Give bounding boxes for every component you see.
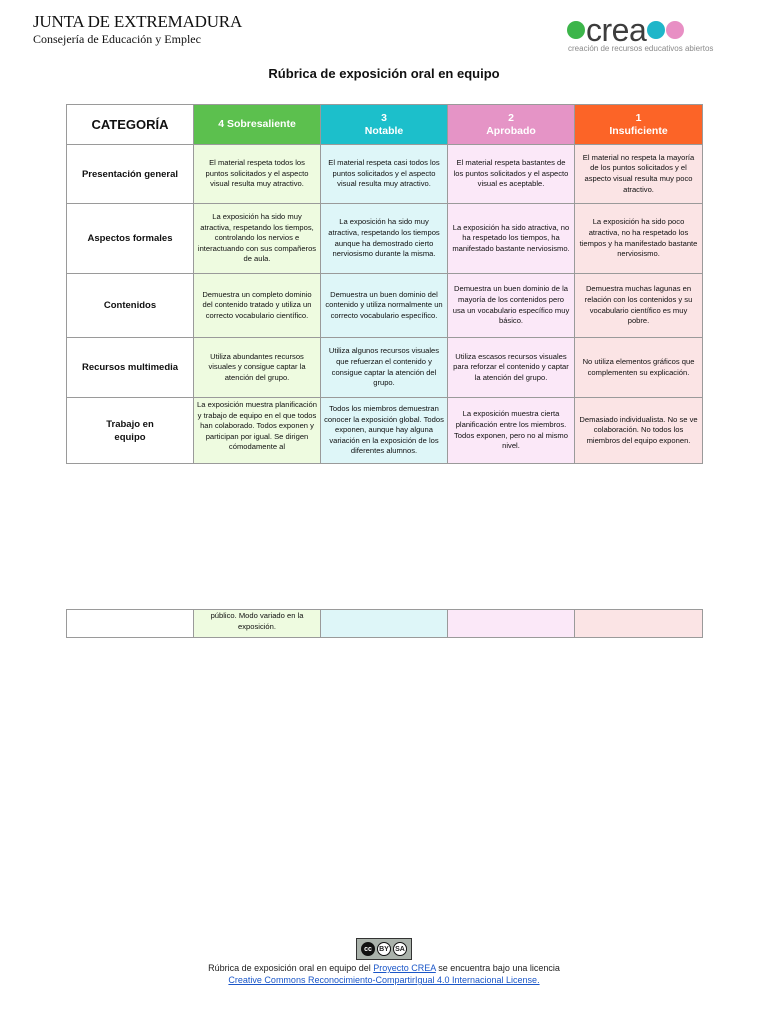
level-header-2: 2 Aprobado xyxy=(448,105,575,145)
category-header: CATEGORÍA xyxy=(67,105,194,145)
criterion-cell: Demuestra un buen dominio del contenido y utiliza normalmente un correcto vocabulario específico. xyxy=(321,274,448,338)
criterion-cell: Utiliza abundantes recursos visuales y consigue captar la atención del grupo. xyxy=(194,338,321,398)
criterion-cell: La exposición ha sido muy atractiva, respetando los tiempos, controlando los nervios e interactuando con sus compañeros de aula. xyxy=(194,204,321,274)
criterion-cell: El material respeta casi todos los puntos solicitados y el aspecto visual resulta muy atractivo. xyxy=(321,145,448,204)
cc-icon: cc xyxy=(361,942,375,956)
org-subtitle: Consejería de Educación y Emplec xyxy=(33,32,201,46)
license-text-before: Rúbrica de exposición oral en equipo del xyxy=(208,963,374,973)
criterion-cell: Demuestra un completo dominio del contenido tratado y utiliza un correcto vocabulario científico. xyxy=(194,274,321,338)
logo-wordmark: crea xyxy=(586,12,647,48)
criterion-cell: La exposición ha sido poco atractiva, no ha respetado los tiempos y ha manifestado bastante nerviosismo. xyxy=(575,204,703,274)
license-statement xyxy=(0,962,768,974)
criterion-cell: La exposición muestra planificación y trabajo de equipo en el que todos han colaborado. Todos exponen y participan por igual. Se dirigen cómodamente al xyxy=(194,398,321,464)
criterion-cell xyxy=(575,610,703,638)
logo-cyan-dot xyxy=(647,21,665,39)
category-cell: Aspectos formales xyxy=(67,204,194,274)
table-row xyxy=(67,145,703,204)
license-footer xyxy=(0,938,768,986)
category-cell: Recursos multimedia xyxy=(67,338,194,398)
table-row xyxy=(67,338,703,398)
criterion-cell: Demuestra muchas lagunas en relación con los contenidos y su vocabulario científico es muy pobre. xyxy=(575,274,703,338)
criterion-cell: Demasiado individualista. No se ve colaboración. No todos los miembros del equipo exponen. xyxy=(575,398,703,464)
criterion-cell xyxy=(321,610,448,638)
category-cell xyxy=(67,610,194,638)
criterion-cell: público. Modo variado en la exposición. xyxy=(194,610,321,638)
logo-green-dot xyxy=(567,21,585,39)
document-title: Rúbrica de exposición oral en equipo xyxy=(268,66,500,81)
criterion-cell: El material respeta bastantes de los puntos solicitados y el aspecto visual es aceptable. xyxy=(448,145,575,204)
category-cell: Trabajo en equipo xyxy=(67,398,194,464)
level-header-3: 3 Notable xyxy=(321,105,448,145)
org-title: JUNTA DE EXTREMADURA xyxy=(33,12,243,31)
category-cell: Contenidos xyxy=(67,274,194,338)
criterion-cell xyxy=(448,610,575,638)
criterion-cell: Todos los miembros demuestran conocer la exposición global. Todos exponen, aunque hay alguna variación en la exposición de los diferentes alumnos. xyxy=(321,398,448,464)
level-header-1: 1 Insuficiente xyxy=(575,105,703,145)
org-header xyxy=(33,12,242,47)
license-link[interactable]: Creative Commons Reconocimiento-CompartirIgual 4.0 Internacional License. xyxy=(228,975,540,985)
criterion-cell: Utiliza algunos recursos visuales que refuerzan el contenido y consigue captar la atención del grupo. xyxy=(321,338,448,398)
criterion-cell: No utiliza elementos gráficos que complementen su explicación. xyxy=(575,338,703,398)
criterion-cell: Demuestra un buen dominio de la mayoría de los contenidos pero usa un vocabulario específico muy básico. xyxy=(448,274,575,338)
rubric-header-row xyxy=(67,105,703,145)
share-alike-icon: SA xyxy=(393,942,407,956)
criterion-cell: La exposición ha sido atractiva, no ha respetado los tiempos, ha manifestado bastante nerviosismo. xyxy=(448,204,575,274)
cc-license-badge[interactable] xyxy=(356,938,412,960)
criterion-cell: La exposición ha sido muy atractiva, respetando los tiempos aunque ha demostrado cierto nerviosismo durante la misma. xyxy=(321,204,448,274)
project-crea-link[interactable]: Proyecto CREA xyxy=(373,963,436,973)
logo-tagline: creación de recursos educativos abiertos xyxy=(568,44,714,53)
license-text-after: se encuentra bajo una licencia xyxy=(435,963,560,973)
criterion-cell: El material respeta todos los puntos solicitados y el aspecto visual resulta muy atractivo. xyxy=(194,145,321,204)
table-row xyxy=(67,274,703,338)
category-cell: Presentación general xyxy=(67,145,194,204)
criterion-cell: Utiliza escasos recursos visuales para reforzar el contenido y captar la atención del grupo. xyxy=(448,338,575,398)
table-row xyxy=(67,610,703,638)
level-header-4: 4 Sobresaliente xyxy=(194,105,321,145)
rubric-table-continuation xyxy=(66,609,703,638)
rubric-table xyxy=(66,104,703,464)
table-row xyxy=(67,398,703,464)
crea-logo xyxy=(567,12,727,56)
criterion-cell: El material no respeta la mayoría de los puntos solicitados y el aspecto visual resulta muy poco atractivo. xyxy=(575,145,703,204)
table-row xyxy=(67,204,703,274)
logo-pink-dot xyxy=(666,21,684,39)
criterion-cell: La exposición muestra cierta planificación entre los miembros. Todos exponen, pero no al mismo nivel. xyxy=(448,398,575,464)
attribution-icon: BY xyxy=(377,942,391,956)
